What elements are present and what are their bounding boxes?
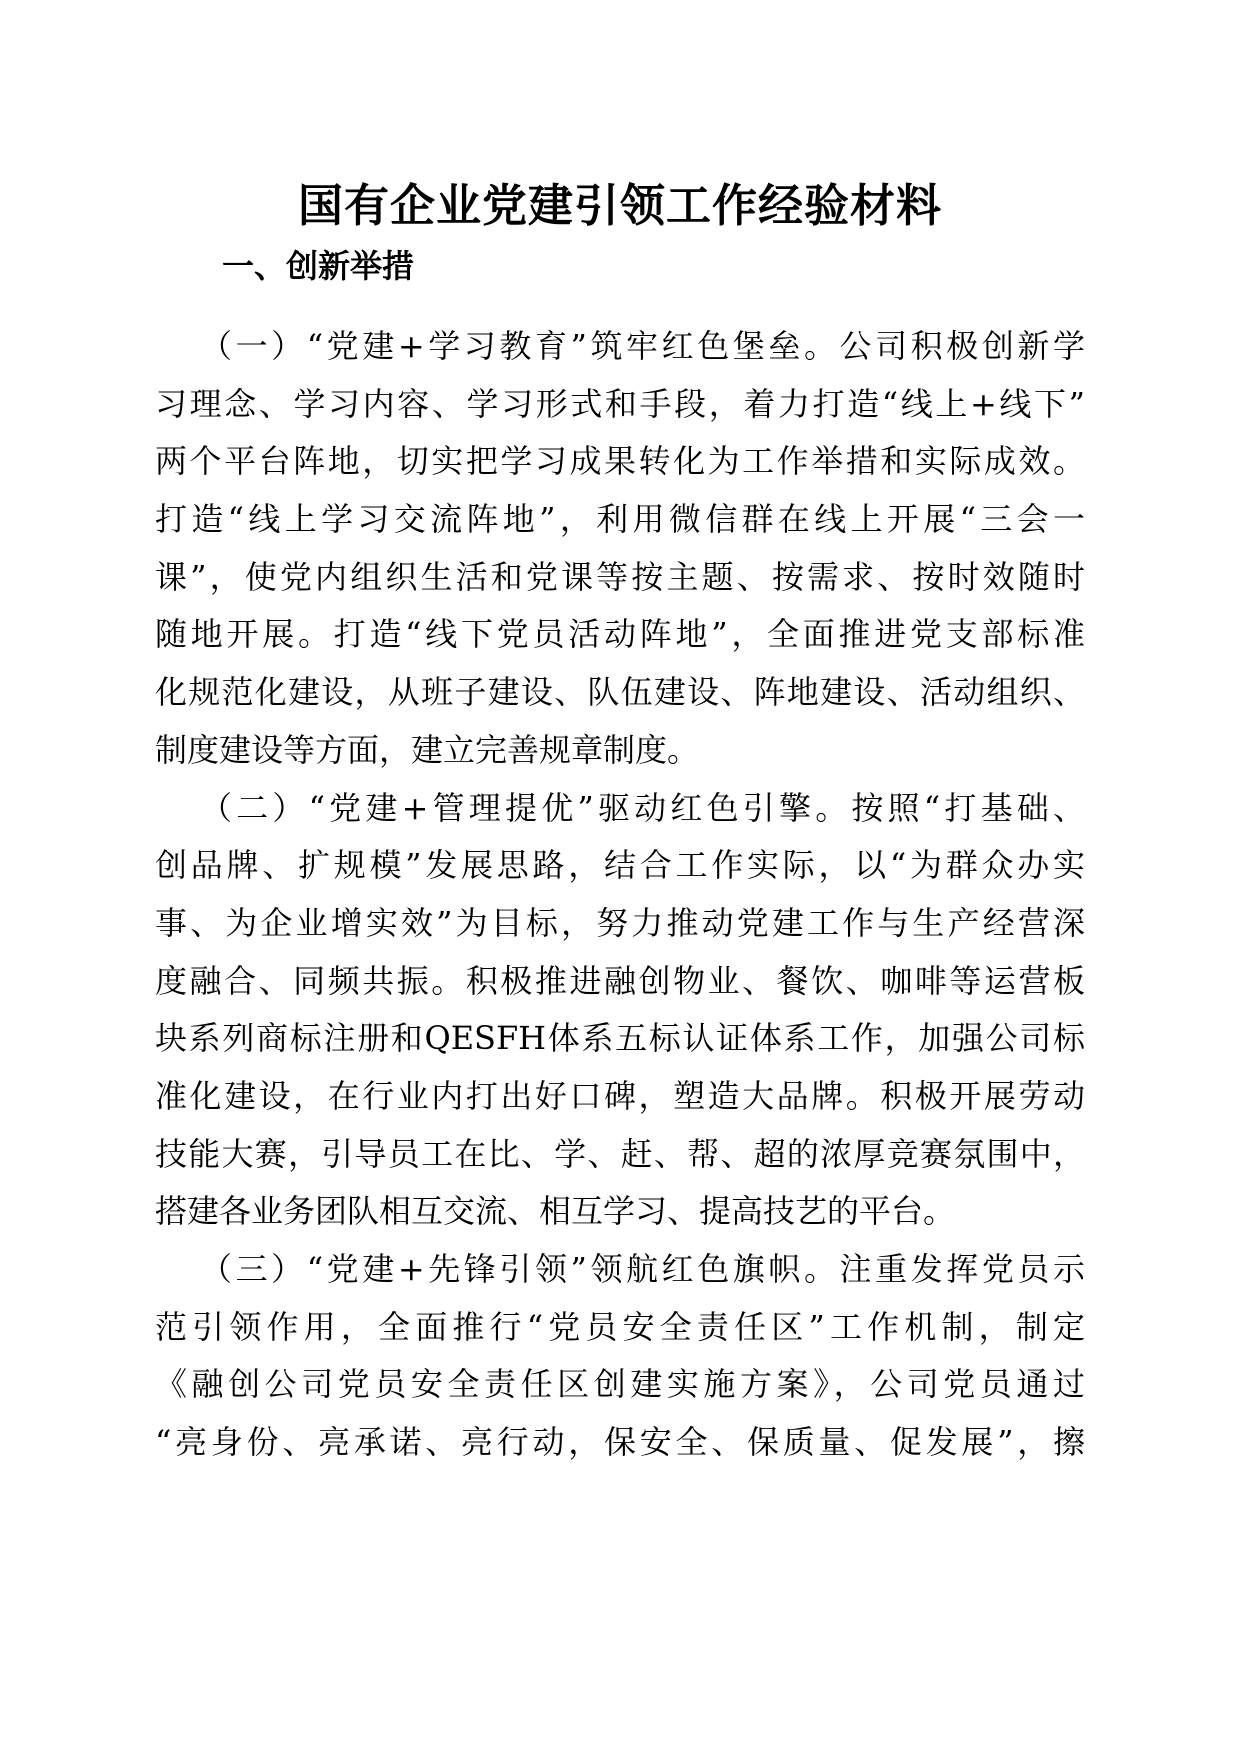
body-text-line: 《融创公司党员安全责任区创建实施方案》，公司党员通过 [155,1365,1085,1404]
body-text-line: 块系列商标注册和QESFH体系五标认证体系工作，加强公司标 [155,1019,1085,1058]
body-text-line: 打造“线上学习交流阵地”，利用微信群在线上开展“三会一 [155,500,1085,539]
body-text-line: 技能大赛，引导员工在比、学、赶、帮、超的浓厚竞赛氛围中， [155,1134,1085,1173]
body-text-line: 事、为企业增实效”为目标，努力推动党建工作与生产经营深 [155,903,1085,942]
section-heading: 一、创新举措 [222,247,415,285]
body-text-line: 制度建设等方面，建立完善规章制度。 [155,730,700,769]
body-text-line: 准化建设，在行业内打出好口碑，塑造大品牌。积极开展劳动 [155,1076,1085,1115]
body-text-line: （一）“党建+学习教育”筑牢红色堡垒。公司积极创新学 [200,327,1085,365]
body-text-line: “亮身份、亮承诺、亮行动，保安全、保质量、促发展”，擦 [155,1423,1085,1462]
body-text-line: 随地开展。打造“线下党员活动阵地”，全面推进党支部标准 [155,615,1085,654]
body-text-line: 课”，使党内组织生活和党课等按主题、按需求、按时效随时 [155,557,1085,596]
document-title: 国有企业党建引领工作经验材料 [297,179,942,232]
body-text-line: 范引领作用，全面推行“党员安全责任区”工作机制，制定 [155,1307,1085,1346]
body-text-line: 习理念、学习内容、学习形式和手段，着力打造“线上+线下” [155,384,1085,423]
body-text-line: （二）“党建+管理提优”驱动红色引擎。按照“打基础、 [200,788,1085,827]
body-text-line: 两个平台阵地，切实把学习成果转化为工作举措和实际成效。 [155,442,1085,481]
document-body [155,318,1085,1472]
body-text-line: 创品牌、扩规模”发展思路，结合工作实际，以“为群众办实 [155,846,1085,885]
body-text-line: （三）“党建+先锋引领”领航红色旗帜。注重发挥党员示 [200,1250,1085,1288]
body-text-line: 度融合、同频共振。积极推进融创物业、餐饮、咖啡等运营板 [155,961,1085,1000]
body-text-line: 化规范化建设，从班子建设、队伍建设、阵地建设、活动组织、 [155,673,1085,712]
body-text-line: 搭建各业务团队相互交流、相互学习、提高技艺的平台。 [155,1192,956,1231]
